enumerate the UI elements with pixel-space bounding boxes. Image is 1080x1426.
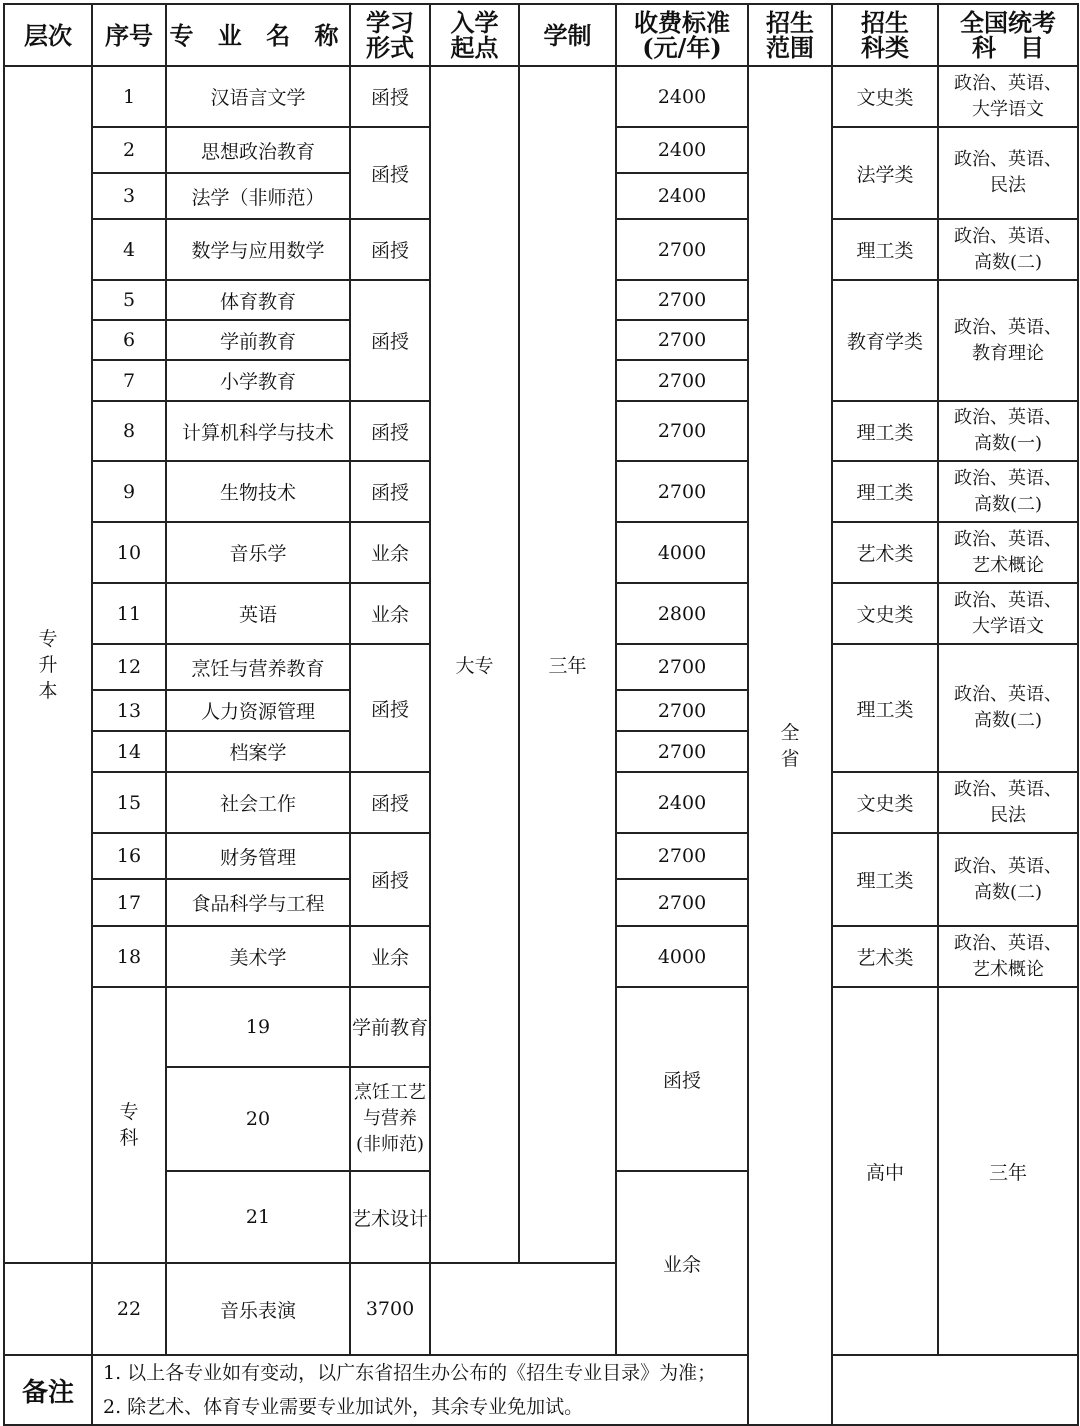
admission-table-wrapper <box>3 3 1079 1426</box>
fee-value: 2400 <box>616 127 748 173</box>
row-no: 21 <box>166 1171 350 1263</box>
exam-subjects: 政治、英语、 大学语文 <box>938 583 1078 644</box>
duration-zsb: 三年 <box>519 66 616 1263</box>
major-name: 烹饪工艺与营养 (非师范) <box>350 1067 430 1171</box>
notes-row <box>4 1355 1078 1425</box>
study-form: 业余 <box>350 926 430 987</box>
study-form: 函授 <box>350 461 430 522</box>
major-name: 英语 <box>166 583 350 644</box>
exam-subjects: 政治、英语、 艺术概论 <box>938 926 1078 987</box>
category: 理工类 <box>832 644 938 772</box>
fee-value: 2400 <box>616 173 748 219</box>
major-name: 音乐学 <box>166 522 350 583</box>
note-line-2: 2. 除艺术、体育专业需要专业加试外，其余专业免加试。 <box>103 1396 584 1418</box>
row-no: 6 <box>92 320 166 360</box>
note-line-1: 1. 以上各专业如有变动，以广东省招生办公布的《招生专业目录》为准； <box>103 1362 717 1384</box>
major-name: 音乐表演 <box>166 1263 350 1355</box>
header-scope: 招生 范围 <box>748 4 832 66</box>
study-form: 函授 <box>350 280 430 401</box>
fee-value: 4000 <box>616 926 748 987</box>
major-name: 社会工作 <box>166 772 350 833</box>
major-name: 生物技术 <box>166 461 350 522</box>
header-level: 层次 <box>4 4 92 66</box>
fee-value: 2700 <box>616 401 748 461</box>
category: 文史类 <box>832 66 938 127</box>
study-form: 函授 <box>350 772 430 833</box>
row-no: 4 <box>92 219 166 280</box>
exam-subjects: 政治、英语、 高数(二) <box>938 461 1078 522</box>
duration-zk: 三年 <box>938 987 1078 1355</box>
row-no: 10 <box>92 522 166 583</box>
category: 理工类 <box>832 219 938 280</box>
row-no: 2 <box>92 127 166 173</box>
entry-zsb: 大专 <box>430 66 519 1263</box>
exam-subjects: 政治、英语、 民法 <box>938 127 1078 219</box>
row-no: 7 <box>92 360 166 401</box>
category: 理工类 <box>832 461 938 522</box>
study-form: 业余 <box>350 522 430 583</box>
study-form: 函授 <box>350 401 430 461</box>
major-name: 食品科学与工程 <box>166 879 350 926</box>
fee-value: 2700 <box>616 690 748 731</box>
row-no: 3 <box>92 173 166 219</box>
fee-value: 2700 <box>616 833 748 879</box>
study-form: 函授 <box>350 644 430 772</box>
exam-subjects: 政治、英语、 高数(二) <box>938 644 1078 772</box>
header-fee: 收费标准 (元/年) <box>616 4 748 66</box>
row-no: 1 <box>92 66 166 127</box>
fee-value: 2700 <box>616 879 748 926</box>
row-no: 20 <box>166 1067 350 1171</box>
major-name: 法学（非师范） <box>166 173 350 219</box>
header-study-form: 学习 形式 <box>350 4 430 66</box>
header-no: 序号 <box>92 4 166 66</box>
fee-value: 2700 <box>616 644 748 690</box>
fee-value: 2700 <box>616 360 748 401</box>
table-row <box>4 66 1078 127</box>
category: 理工类 <box>832 833 938 926</box>
fee-value: 2700 <box>616 280 748 320</box>
study-form: 函授 <box>350 219 430 280</box>
fee-value: 3700 <box>350 1263 430 1355</box>
row-no: 18 <box>92 926 166 987</box>
exam-subjects: 政治、英语、 民法 <box>938 772 1078 833</box>
major-name: 财务管理 <box>166 833 350 879</box>
admission-majors-table <box>3 3 1079 1426</box>
exam-subjects: 政治、英语、 高数(二) <box>938 219 1078 280</box>
row-no: 9 <box>92 461 166 522</box>
major-name: 烹饪与营养教育 <box>166 644 350 690</box>
fee-value: 4000 <box>616 522 748 583</box>
header-entry: 入学 起点 <box>430 4 519 66</box>
row-no: 17 <box>92 879 166 926</box>
row-no: 13 <box>92 690 166 731</box>
row-no: 5 <box>92 280 166 320</box>
row-no: 12 <box>92 644 166 690</box>
major-name: 学前教育 <box>166 320 350 360</box>
level-zsb: 专 升 本 <box>4 66 92 1263</box>
header-category: 招生 科类 <box>832 4 938 66</box>
category: 理工类 <box>832 401 938 461</box>
study-form: 函授 <box>616 987 748 1171</box>
row-no: 8 <box>92 401 166 461</box>
row-no: 19 <box>166 987 350 1067</box>
row-no: 14 <box>92 731 166 772</box>
row-no: 22 <box>92 1263 166 1355</box>
fee-value: 2800 <box>616 583 748 644</box>
major-name: 艺术设计 <box>350 1171 430 1263</box>
category: 文史类 <box>832 583 938 644</box>
study-form: 业余 <box>350 583 430 644</box>
major-name: 学前教育 <box>350 987 430 1067</box>
notes-content <box>92 1355 1078 1425</box>
exam-subjects: 政治、英语、 教育理论 <box>938 280 1078 401</box>
fee-value: 2700 <box>616 461 748 522</box>
category: 艺术类 <box>832 926 938 987</box>
major-name: 档案学 <box>166 731 350 772</box>
major-name: 小学教育 <box>166 360 350 401</box>
exam-subjects: 政治、英语、 高数(一) <box>938 401 1078 461</box>
fee-value: 2400 <box>616 772 748 833</box>
scope-all-province: 全 省 <box>748 66 832 1425</box>
fee-value: 2400 <box>616 66 748 127</box>
header-row <box>4 4 1078 66</box>
exam-subjects: 政治、英语、 大学语文 <box>938 66 1078 127</box>
study-form: 函授 <box>350 127 430 219</box>
category: 文史类 <box>832 772 938 833</box>
major-name: 数学与应用数学 <box>166 219 350 280</box>
row-no: 16 <box>92 833 166 879</box>
study-form: 函授 <box>350 833 430 926</box>
major-name: 汉语言文学 <box>166 66 350 127</box>
major-name: 体育教育 <box>166 280 350 320</box>
category: 教育学类 <box>832 280 938 401</box>
fee-value: 2700 <box>616 320 748 360</box>
study-form: 业余 <box>616 1171 748 1355</box>
major-name: 思想政治教育 <box>166 127 350 173</box>
major-name: 美术学 <box>166 926 350 987</box>
row-no: 15 <box>92 772 166 833</box>
fee-value: 2700 <box>616 219 748 280</box>
header-exam: 全国统考 科 目 <box>938 4 1078 66</box>
level-zk: 专 科 <box>92 987 166 1263</box>
category: 法学类 <box>832 127 938 219</box>
exam-subjects: 政治、英语、 高数(二) <box>938 833 1078 926</box>
exam-subjects: 政治、英语、 艺术概论 <box>938 522 1078 583</box>
category: 艺术类 <box>832 522 938 583</box>
notes-label: 备注 <box>4 1355 92 1425</box>
major-name: 计算机科学与技术 <box>166 401 350 461</box>
header-major: 专 业 名 称 <box>166 4 350 66</box>
study-form: 函授 <box>350 66 430 127</box>
fee-value: 2700 <box>616 731 748 772</box>
major-name: 人力资源管理 <box>166 690 350 731</box>
entry-zk: 高中 <box>832 987 938 1355</box>
level-empty <box>4 1263 92 1355</box>
header-duration: 学制 <box>519 4 616 66</box>
row-no: 11 <box>92 583 166 644</box>
